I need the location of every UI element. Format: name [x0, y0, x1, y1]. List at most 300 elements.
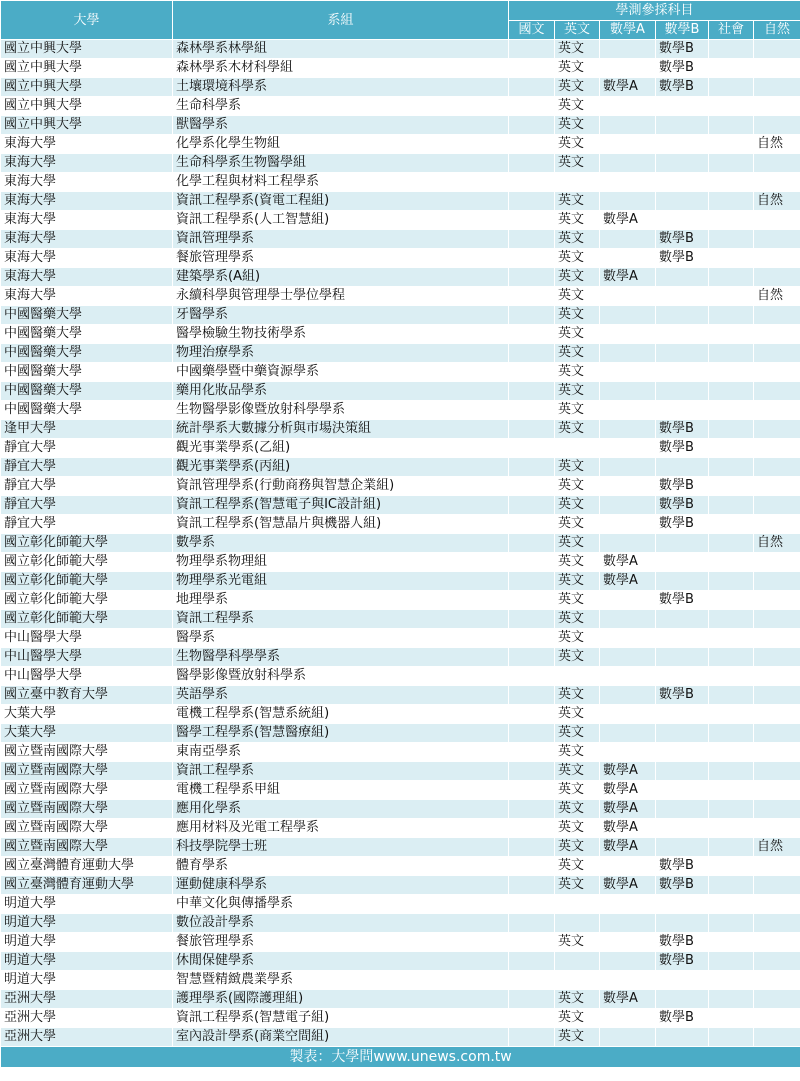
math-b-cell: 數學B	[656, 230, 709, 249]
university-cell: 中山醫學大學	[1, 667, 173, 686]
english-cell: 英文	[555, 325, 600, 344]
table-row	[1, 458, 800, 477]
university-cell: 國立彰化師範大學	[1, 553, 173, 572]
chinese-cell	[509, 401, 555, 420]
math-a-cell	[600, 857, 656, 876]
math-a-cell	[600, 97, 656, 116]
department-cell: 獸醫學系	[173, 116, 509, 135]
department-cell: 化學工程與材料工程學系	[173, 173, 509, 192]
department-cell: 土壤環境科學系	[173, 78, 509, 97]
social-cell	[709, 648, 754, 667]
department-cell: 建築學系(A組)	[173, 268, 509, 287]
math-b-cell	[656, 211, 709, 230]
social-cell	[709, 116, 754, 135]
chinese-cell	[509, 1009, 555, 1028]
chinese-cell	[509, 819, 555, 838]
department-cell: 資訊管理學系	[173, 230, 509, 249]
math-b-cell	[656, 553, 709, 572]
math-a-cell: 數學A	[600, 268, 656, 287]
table-row	[1, 515, 800, 534]
math-a-cell	[600, 496, 656, 515]
science-cell: 自然	[754, 135, 800, 154]
english-cell: 英文	[555, 230, 600, 249]
department-cell: 生命科學系	[173, 97, 509, 116]
science-cell	[754, 401, 800, 420]
header-department: 系組	[173, 1, 509, 40]
university-cell: 靜宜大學	[1, 477, 173, 496]
math-b-cell	[656, 781, 709, 800]
chinese-cell	[509, 667, 555, 686]
chinese-cell	[509, 971, 555, 990]
science-cell	[754, 990, 800, 1009]
table-row	[1, 591, 800, 610]
english-cell: 英文	[555, 724, 600, 743]
social-cell	[709, 572, 754, 591]
english-cell	[555, 971, 600, 990]
university-cell: 明道大學	[1, 914, 173, 933]
science-cell: 自然	[754, 287, 800, 306]
table-row	[1, 819, 800, 838]
department-cell: 資訊工程學系(人工智慧組)	[173, 211, 509, 230]
math-a-cell	[600, 458, 656, 477]
university-cell: 中國醫藥大學	[1, 344, 173, 363]
university-cell: 亞洲大學	[1, 1009, 173, 1028]
table-row	[1, 173, 800, 192]
science-cell	[754, 933, 800, 952]
university-cell: 國立暨南國際大學	[1, 762, 173, 781]
english-cell	[555, 914, 600, 933]
english-cell: 英文	[555, 857, 600, 876]
science-cell	[754, 762, 800, 781]
department-cell: 餐旅管理學系	[173, 249, 509, 268]
table-row	[1, 629, 800, 648]
table-row	[1, 420, 800, 439]
math-b-cell: 數學B	[656, 496, 709, 515]
chinese-cell	[509, 135, 555, 154]
social-cell	[709, 78, 754, 97]
science-cell	[754, 249, 800, 268]
chinese-cell	[509, 876, 555, 895]
chinese-cell	[509, 591, 555, 610]
math-a-cell	[600, 534, 656, 553]
math-a-cell	[600, 686, 656, 705]
department-cell: 應用化學系	[173, 800, 509, 819]
table-row	[1, 800, 800, 819]
chinese-cell	[509, 952, 555, 971]
english-cell: 英文	[555, 876, 600, 895]
social-cell	[709, 724, 754, 743]
chinese-cell	[509, 363, 555, 382]
math-a-cell	[600, 59, 656, 78]
science-cell	[754, 819, 800, 838]
math-b-cell	[656, 819, 709, 838]
english-cell	[555, 667, 600, 686]
english-cell: 英文	[555, 78, 600, 97]
university-cell: 國立臺中教育大學	[1, 686, 173, 705]
chinese-cell	[509, 344, 555, 363]
english-cell: 英文	[555, 192, 600, 211]
table-row	[1, 857, 800, 876]
header-subject-chinese: 國文	[509, 21, 555, 40]
university-cell: 國立彰化師範大學	[1, 591, 173, 610]
social-cell	[709, 762, 754, 781]
science-cell	[754, 211, 800, 230]
math-a-cell	[600, 154, 656, 173]
chinese-cell	[509, 306, 555, 325]
english-cell: 英文	[555, 477, 600, 496]
department-cell: 資訊工程學系(智慧電子與IC設計組)	[173, 496, 509, 515]
department-cell: 物理治療學系	[173, 344, 509, 363]
university-cell: 國立暨南國際大學	[1, 819, 173, 838]
english-cell: 英文	[555, 420, 600, 439]
chinese-cell	[509, 249, 555, 268]
social-cell	[709, 876, 754, 895]
university-cell: 國立暨南國際大學	[1, 743, 173, 762]
university-cell: 國立彰化師範大學	[1, 610, 173, 629]
science-cell	[754, 705, 800, 724]
university-cell: 中國醫藥大學	[1, 363, 173, 382]
chinese-cell	[509, 192, 555, 211]
chinese-cell	[509, 572, 555, 591]
english-cell: 英文	[555, 553, 600, 572]
math-b-cell	[656, 458, 709, 477]
chinese-cell	[509, 211, 555, 230]
science-cell	[754, 382, 800, 401]
header-subject-english: 英文	[555, 21, 600, 40]
math-a-cell	[600, 610, 656, 629]
table-row	[1, 914, 800, 933]
social-cell	[709, 496, 754, 515]
math-a-cell: 數學A	[600, 990, 656, 1009]
english-cell: 英文	[555, 572, 600, 591]
social-cell	[709, 477, 754, 496]
table-row	[1, 952, 800, 971]
table-row	[1, 1028, 800, 1047]
chinese-cell	[509, 268, 555, 287]
science-cell	[754, 629, 800, 648]
science-cell	[754, 648, 800, 667]
table-row	[1, 971, 800, 990]
table-footer-credit: 製表：大學問www.unews.com.tw	[1, 1047, 800, 1068]
english-cell: 英文	[555, 800, 600, 819]
department-cell: 森林學系林學組	[173, 40, 509, 59]
math-b-cell	[656, 344, 709, 363]
department-cell: 生物醫學科學學系	[173, 648, 509, 667]
chinese-cell	[509, 1028, 555, 1047]
math-b-cell	[656, 325, 709, 344]
social-cell	[709, 591, 754, 610]
table-row	[1, 933, 800, 952]
math-a-cell: 數學A	[600, 800, 656, 819]
social-cell	[709, 686, 754, 705]
department-cell: 休閒保健學系	[173, 952, 509, 971]
social-cell	[709, 705, 754, 724]
chinese-cell	[509, 439, 555, 458]
table-row	[1, 306, 800, 325]
science-cell: 自然	[754, 192, 800, 211]
chinese-cell	[509, 990, 555, 1009]
social-cell	[709, 268, 754, 287]
table-row	[1, 724, 800, 743]
math-a-cell	[600, 401, 656, 420]
table-row	[1, 344, 800, 363]
math-a-cell	[600, 116, 656, 135]
english-cell: 英文	[555, 363, 600, 382]
university-cell: 國立臺灣體育運動大學	[1, 857, 173, 876]
chinese-cell	[509, 116, 555, 135]
math-a-cell	[600, 306, 656, 325]
chinese-cell	[509, 781, 555, 800]
department-cell: 東南亞學系	[173, 743, 509, 762]
english-cell: 英文	[555, 762, 600, 781]
university-cell: 東海大學	[1, 230, 173, 249]
science-cell	[754, 553, 800, 572]
chinese-cell	[509, 534, 555, 553]
university-cell: 國立暨南國際大學	[1, 781, 173, 800]
header-subject-social: 社會	[709, 21, 754, 40]
social-cell	[709, 857, 754, 876]
table-row	[1, 287, 800, 306]
science-cell	[754, 306, 800, 325]
english-cell: 英文	[555, 458, 600, 477]
math-a-cell	[600, 743, 656, 762]
university-cell: 國立中興大學	[1, 97, 173, 116]
math-a-cell	[600, 724, 656, 743]
math-b-cell	[656, 268, 709, 287]
department-cell: 醫學工程學系(智慧醫療組)	[173, 724, 509, 743]
math-b-cell: 數學B	[656, 477, 709, 496]
science-cell	[754, 154, 800, 173]
social-cell	[709, 781, 754, 800]
department-cell: 醫學系	[173, 629, 509, 648]
chinese-cell	[509, 686, 555, 705]
english-cell: 英文	[555, 249, 600, 268]
table-row	[1, 249, 800, 268]
table-row	[1, 610, 800, 629]
chinese-cell	[509, 724, 555, 743]
english-cell: 英文	[555, 610, 600, 629]
social-cell	[709, 800, 754, 819]
chinese-cell	[509, 287, 555, 306]
department-cell: 資訊工程學系(智慧晶片與機器人組)	[173, 515, 509, 534]
department-cell: 物理學系光電組	[173, 572, 509, 591]
science-cell	[754, 59, 800, 78]
department-cell: 資訊工程學系	[173, 610, 509, 629]
university-cell: 中國醫藥大學	[1, 382, 173, 401]
math-a-cell	[600, 629, 656, 648]
math-b-cell	[656, 97, 709, 116]
science-cell	[754, 477, 800, 496]
english-cell: 英文	[555, 287, 600, 306]
social-cell	[709, 249, 754, 268]
social-cell	[709, 420, 754, 439]
chinese-cell	[509, 382, 555, 401]
header-subject-science: 自然	[754, 21, 800, 40]
math-b-cell	[656, 895, 709, 914]
university-cell: 大葉大學	[1, 724, 173, 743]
university-cell: 東海大學	[1, 287, 173, 306]
table-row	[1, 686, 800, 705]
science-cell	[754, 895, 800, 914]
math-b-cell	[656, 363, 709, 382]
math-a-cell	[600, 952, 656, 971]
chinese-cell	[509, 78, 555, 97]
department-cell: 森林學系木材科學組	[173, 59, 509, 78]
table-row	[1, 781, 800, 800]
university-cell: 明道大學	[1, 933, 173, 952]
social-cell	[709, 154, 754, 173]
math-b-cell: 數學B	[656, 876, 709, 895]
university-cell: 中國醫藥大學	[1, 401, 173, 420]
science-cell	[754, 572, 800, 591]
english-cell: 英文	[555, 629, 600, 648]
table-row	[1, 762, 800, 781]
social-cell	[709, 629, 754, 648]
science-cell	[754, 591, 800, 610]
university-cell: 國立臺灣體育運動大學	[1, 876, 173, 895]
table-row	[1, 116, 800, 135]
math-b-cell	[656, 401, 709, 420]
math-b-cell	[656, 914, 709, 933]
table-row	[1, 496, 800, 515]
social-cell	[709, 1028, 754, 1047]
chinese-cell	[509, 762, 555, 781]
table-row	[1, 705, 800, 724]
math-a-cell	[600, 192, 656, 211]
social-cell	[709, 458, 754, 477]
math-b-cell: 數學B	[656, 686, 709, 705]
math-b-cell	[656, 154, 709, 173]
social-cell	[709, 743, 754, 762]
social-cell	[709, 363, 754, 382]
department-cell: 電機工程學系(智慧系統組)	[173, 705, 509, 724]
table-row	[1, 439, 800, 458]
english-cell	[555, 952, 600, 971]
department-cell: 永續科學與管理學士學位學程	[173, 287, 509, 306]
department-cell: 中國藥學暨中藥資源學系	[173, 363, 509, 382]
math-b-cell: 數學B	[656, 439, 709, 458]
english-cell	[555, 173, 600, 192]
science-cell: 自然	[754, 534, 800, 553]
chinese-cell	[509, 610, 555, 629]
math-a-cell	[600, 914, 656, 933]
table-row	[1, 325, 800, 344]
math-a-cell: 數學A	[600, 762, 656, 781]
university-cell: 靜宜大學	[1, 515, 173, 534]
math-a-cell	[600, 420, 656, 439]
science-cell	[754, 363, 800, 382]
university-cell: 靜宜大學	[1, 496, 173, 515]
social-cell	[709, 952, 754, 971]
math-a-cell	[600, 344, 656, 363]
english-cell	[555, 895, 600, 914]
english-cell: 英文	[555, 306, 600, 325]
science-cell	[754, 1028, 800, 1047]
math-b-cell	[656, 173, 709, 192]
table-row	[1, 477, 800, 496]
math-b-cell: 數學B	[656, 1009, 709, 1028]
table-row	[1, 990, 800, 1009]
math-a-cell	[600, 895, 656, 914]
university-cell: 東海大學	[1, 135, 173, 154]
table-row	[1, 97, 800, 116]
table-row	[1, 59, 800, 78]
english-cell	[555, 439, 600, 458]
table-row	[1, 401, 800, 420]
table-row	[1, 230, 800, 249]
math-a-cell	[600, 1028, 656, 1047]
chinese-cell	[509, 59, 555, 78]
social-cell	[709, 135, 754, 154]
social-cell	[709, 40, 754, 59]
english-cell: 英文	[555, 135, 600, 154]
english-cell: 英文	[555, 40, 600, 59]
table-row	[1, 78, 800, 97]
science-cell	[754, 857, 800, 876]
table-row	[1, 838, 800, 857]
chinese-cell	[509, 648, 555, 667]
chinese-cell	[509, 895, 555, 914]
science-cell	[754, 325, 800, 344]
math-b-cell: 數學B	[656, 857, 709, 876]
english-cell: 英文	[555, 154, 600, 173]
math-a-cell	[600, 135, 656, 154]
science-cell	[754, 515, 800, 534]
header-subjects-title: 學測參採科目	[509, 1, 800, 21]
science-cell	[754, 420, 800, 439]
math-a-cell: 數學A	[600, 781, 656, 800]
math-a-cell	[600, 230, 656, 249]
university-cell: 國立暨南國際大學	[1, 800, 173, 819]
university-cell: 大葉大學	[1, 705, 173, 724]
math-a-cell: 數學A	[600, 211, 656, 230]
university-cell: 國立中興大學	[1, 78, 173, 97]
department-cell: 化學系化學生物組	[173, 135, 509, 154]
table-row	[1, 211, 800, 230]
department-cell: 物理學系物理組	[173, 553, 509, 572]
social-cell	[709, 1009, 754, 1028]
department-cell: 地理學系	[173, 591, 509, 610]
english-cell: 英文	[555, 515, 600, 534]
science-cell	[754, 686, 800, 705]
university-cell: 靜宜大學	[1, 458, 173, 477]
science-cell	[754, 610, 800, 629]
math-b-cell	[656, 971, 709, 990]
english-cell: 英文	[555, 382, 600, 401]
social-cell	[709, 819, 754, 838]
math-b-cell: 數學B	[656, 78, 709, 97]
chinese-cell	[509, 629, 555, 648]
table-row	[1, 192, 800, 211]
math-b-cell	[656, 990, 709, 1009]
math-a-cell: 數學A	[600, 78, 656, 97]
table-row	[1, 268, 800, 287]
university-cell: 國立中興大學	[1, 59, 173, 78]
math-b-cell	[656, 667, 709, 686]
social-cell	[709, 401, 754, 420]
science-cell	[754, 230, 800, 249]
social-cell	[709, 173, 754, 192]
university-cell: 中國醫藥大學	[1, 325, 173, 344]
university-cell: 國立彰化師範大學	[1, 534, 173, 553]
social-cell	[709, 382, 754, 401]
social-cell	[709, 667, 754, 686]
department-cell: 餐旅管理學系	[173, 933, 509, 952]
department-cell: 數學系	[173, 534, 509, 553]
table-body	[1, 40, 800, 1047]
science-cell	[754, 268, 800, 287]
chinese-cell	[509, 705, 555, 724]
